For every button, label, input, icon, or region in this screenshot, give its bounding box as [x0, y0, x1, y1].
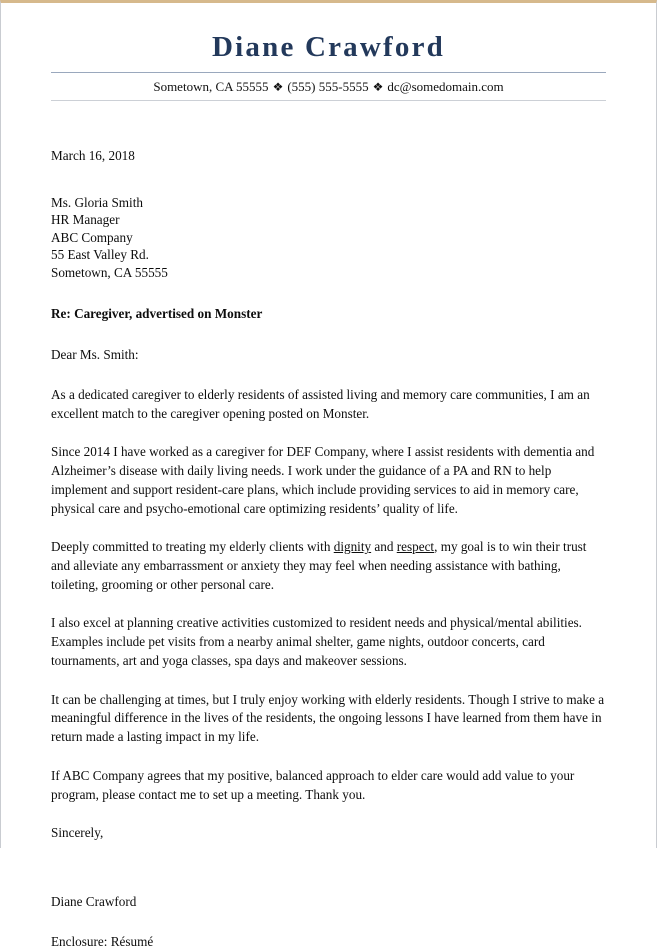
- link-dignity[interactable]: dignity: [333, 539, 372, 555]
- salutation: Dear Ms. Smith:: [51, 347, 139, 363]
- diamond-separator-icon: ❖: [272, 80, 284, 95]
- body-paragraph-intro: As a dedicated caregiver to elderly residents of assisted living and memory care communities, I am an excellent match to the caregiver opening posted on Monster.: [51, 386, 590, 421]
- paragraph-text-after: , my goal is to win their trust and alleviate any embarrassment or anxiety they may feel when needing assistance with bathing, toileting, grooming or other personal care.: [51, 539, 587, 592]
- body-paragraph-call-to-action: If ABC Company agrees that my positive, balanced approach to elder care would add value to your program, please contact me to set up a meeting. Thank you.: [51, 767, 575, 802]
- contact-phone: (555) 555-5555: [287, 79, 369, 95]
- recipient-name: Ms. Gloria Smith: [51, 194, 143, 210]
- body-paragraph-activities: I also excel at planning creative activities customized to resident needs and physical/mental abilities. Examples include pet visits from a nearby animal shelter, game nights, outdoor concerts, card tournaments, art and yoga classes, spa days and makeover sessions.: [51, 615, 582, 668]
- recipient-company: ABC Company: [51, 229, 133, 245]
- enclosure-note: Enclosure: Résumé: [51, 933, 154, 949]
- paragraph-text-before: Deeply committed to treating my elderly clients with: [51, 539, 334, 555]
- recipient-title: HR Manager: [51, 212, 120, 228]
- contact-email[interactable]: dc@somedomain.com: [387, 79, 504, 95]
- letterhead: [51, 3, 606, 101]
- body-paragraph-experience: Since 2014 I have worked as a caregiver for DEF Company, where I assist residents with dementia and Alzheimer’s disease with daily living needs. I work under the guidance of a PA and RN to help implement and support resident-care plans, which include providing services to aid in memory care, physical care and psycho-emotional care optimizing residents’ quality of life.: [51, 444, 595, 516]
- contact-location: Sometown, CA 55555: [153, 79, 269, 95]
- recipient-street: 55 East Valley Rd.: [51, 247, 149, 263]
- body-paragraph-dignity-respect: [51, 538, 606, 594]
- recipient-city-state-zip: Sometown, CA 55555: [51, 264, 168, 280]
- diamond-separator-icon: ❖: [372, 80, 384, 95]
- letter-body: [51, 101, 606, 952]
- recipient-address-block: [51, 194, 606, 282]
- closing-salutation: Sincerely,: [51, 825, 104, 841]
- applicant-name-heading: Diane Crawford: [212, 31, 445, 63]
- signature-name: Diane Crawford: [51, 894, 137, 910]
- body-paragraph-reflection: It can be challenging at times, but I truly enjoy working with elderly residents. Though I strive to make a meaningful difference in the lives of the residents, the ongoing lessons I have learned from them have in return made a lasting impact in my life.: [51, 691, 605, 745]
- subject-line: Re: Caregiver, advertised on Monster: [51, 306, 263, 322]
- letter-date: March 16, 2018: [51, 147, 135, 163]
- paragraph-text-mid: and: [371, 539, 397, 555]
- page-sheet: [1, 3, 656, 952]
- link-respect[interactable]: respect: [396, 539, 435, 555]
- contact-line: [51, 73, 606, 100]
